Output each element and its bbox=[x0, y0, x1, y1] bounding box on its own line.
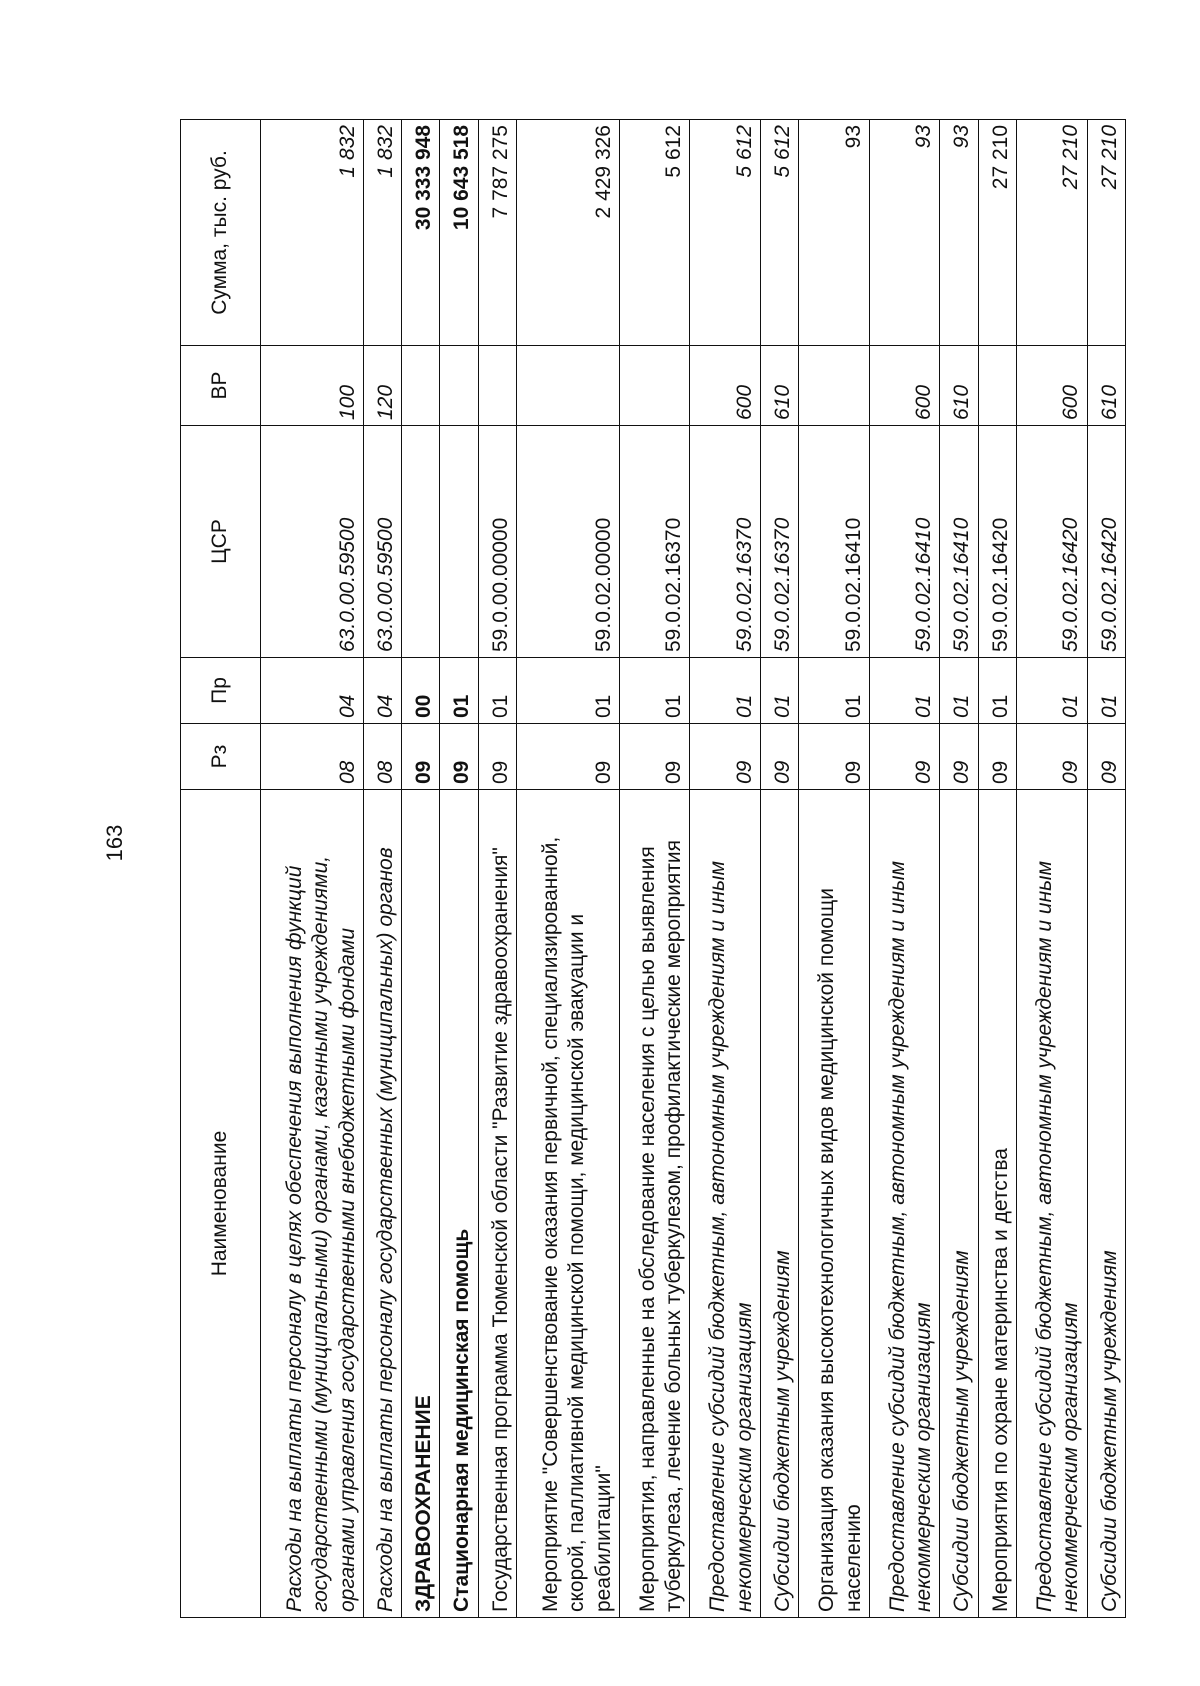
table-row bbox=[869, 120, 940, 1618]
table-row bbox=[363, 120, 401, 1618]
cell-sum: 10 643 518 bbox=[440, 120, 478, 346]
cell-name: Мероприятия по охране материнства и детства bbox=[978, 790, 1016, 1618]
cell-vr bbox=[517, 346, 620, 426]
cell-csr bbox=[402, 426, 440, 658]
cell-csr: 59.0.02.16420 bbox=[1016, 426, 1087, 658]
cell-name: Государственная программа Тюменской области "Развитие здравоохранения" bbox=[478, 790, 516, 1618]
cell-name: Предоставление субсидий бюджетным, автономным учреждениям и иным некоммерческим организациям bbox=[1016, 790, 1087, 1618]
page-number: 163 bbox=[102, 824, 127, 862]
header-name: Наименование bbox=[181, 790, 261, 1618]
cell-pr: 01 bbox=[940, 658, 978, 724]
cell-sum: 27 210 bbox=[1087, 120, 1125, 346]
cell-rz: 09 bbox=[799, 724, 870, 790]
cell-pr: 01 bbox=[619, 658, 690, 724]
table-row bbox=[517, 120, 620, 1618]
cell-sum: 2 429 326 bbox=[517, 120, 620, 346]
header-csr: ЦСР bbox=[181, 426, 261, 658]
cell-pr: 04 bbox=[363, 658, 401, 724]
cell-sum: 93 bbox=[869, 120, 940, 346]
table-row bbox=[619, 120, 690, 1618]
table-row bbox=[261, 120, 364, 1618]
cell-pr: 01 bbox=[869, 658, 940, 724]
cell-vr: 100 bbox=[261, 346, 364, 426]
cell-csr: 59.0.02.16370 bbox=[690, 426, 761, 658]
cell-rz: 09 bbox=[619, 724, 690, 790]
cell-csr bbox=[440, 426, 478, 658]
cell-pr: 00 bbox=[402, 658, 440, 724]
cell-vr: 610 bbox=[940, 346, 978, 426]
cell-csr: 59.0.02.16410 bbox=[940, 426, 978, 658]
budget-table bbox=[180, 119, 1126, 1618]
cell-pr: 01 bbox=[978, 658, 1016, 724]
cell-pr: 01 bbox=[690, 658, 761, 724]
cell-csr: 59.0.02.16370 bbox=[619, 426, 690, 658]
cell-vr: 610 bbox=[1087, 346, 1125, 426]
cell-name: Организация оказания высокотехнологичных видов медицинской помощи населению bbox=[799, 790, 870, 1618]
cell-name: Предоставление субсидий бюджетным, автономным учреждениям и иным некоммерческим организациям bbox=[690, 790, 761, 1618]
cell-rz: 09 bbox=[760, 724, 798, 790]
cell-vr: 120 bbox=[363, 346, 401, 426]
cell-sum: 27 210 bbox=[978, 120, 1016, 346]
header-vr: ВР bbox=[181, 346, 261, 426]
cell-name: Мероприятие "Совершенствование оказания первичной, специализированной, скорой, паллиативной медицинской помощи, медицинской эвакуации и реабилитации" bbox=[517, 790, 620, 1618]
table-row bbox=[799, 120, 870, 1618]
cell-csr: 59.0.02.00000 bbox=[517, 426, 620, 658]
header-rz: Рз bbox=[181, 724, 261, 790]
cell-csr: 59.0.00.00000 bbox=[478, 426, 516, 658]
cell-rz: 09 bbox=[869, 724, 940, 790]
cell-csr: 59.0.02.16420 bbox=[978, 426, 1016, 658]
cell-name: Субсидии бюджетным учреждениям bbox=[760, 790, 798, 1618]
cell-sum: 5 612 bbox=[760, 120, 798, 346]
cell-name: Мероприятия, направленные на обследование населения с целью выявления туберкулеза, лечение больных туберкулезом, профилактические мероприятия bbox=[619, 790, 690, 1618]
cell-rz: 09 bbox=[940, 724, 978, 790]
table-row bbox=[690, 120, 761, 1618]
cell-sum: 7 787 275 bbox=[478, 120, 516, 346]
cell-sum: 1 832 bbox=[261, 120, 364, 346]
table-row bbox=[940, 120, 978, 1618]
cell-rz: 09 bbox=[690, 724, 761, 790]
cell-rz: 09 bbox=[1016, 724, 1087, 790]
header-pr: Пр bbox=[181, 658, 261, 724]
cell-name: Субсидии бюджетным учреждениям bbox=[1087, 790, 1125, 1618]
cell-rz: 09 bbox=[978, 724, 1016, 790]
table-row bbox=[978, 120, 1016, 1618]
cell-vr bbox=[478, 346, 516, 426]
table-row bbox=[402, 120, 440, 1618]
cell-vr: 610 bbox=[760, 346, 798, 426]
cell-rz: 09 bbox=[402, 724, 440, 790]
cell-vr bbox=[402, 346, 440, 426]
cell-sum: 5 612 bbox=[619, 120, 690, 346]
cell-csr: 59.0.02.16420 bbox=[1087, 426, 1125, 658]
cell-sum: 93 bbox=[940, 120, 978, 346]
cell-pr: 01 bbox=[517, 658, 620, 724]
cell-pr: 01 bbox=[440, 658, 478, 724]
cell-csr: 59.0.02.16370 bbox=[760, 426, 798, 658]
table-row bbox=[478, 120, 516, 1618]
cell-name: Расходы на выплаты персоналу в целях обеспечения выполнения функций государственными (муниципальными) органами, казенными учреждениями, органами управления государственными внебюджетными фондами bbox=[261, 790, 364, 1618]
cell-pr: 01 bbox=[478, 658, 516, 724]
table-row bbox=[760, 120, 798, 1618]
cell-rz: 08 bbox=[261, 724, 364, 790]
cell-name: Субсидии бюджетным учреждениям bbox=[940, 790, 978, 1618]
cell-sum: 5 612 bbox=[690, 120, 761, 346]
budget-table-rotated bbox=[180, 120, 1126, 1618]
cell-vr bbox=[619, 346, 690, 426]
cell-name: Предоставление субсидий бюджетным, автономным учреждениям и иным некоммерческим организациям bbox=[869, 790, 940, 1618]
cell-name: Расходы на выплаты персоналу государственных (муниципальных) органов bbox=[363, 790, 401, 1618]
cell-rz: 09 bbox=[478, 724, 516, 790]
cell-pr: 01 bbox=[799, 658, 870, 724]
table-body bbox=[261, 120, 1126, 1618]
cell-csr: 63.0.00.59500 bbox=[363, 426, 401, 658]
cell-sum: 27 210 bbox=[1016, 120, 1087, 346]
cell-vr bbox=[978, 346, 1016, 426]
table-row bbox=[1016, 120, 1087, 1618]
cell-vr: 600 bbox=[1016, 346, 1087, 426]
cell-sum: 93 bbox=[799, 120, 870, 346]
cell-rz: 09 bbox=[440, 724, 478, 790]
cell-csr: 63.0.00.59500 bbox=[261, 426, 364, 658]
header-sum: Сумма, тыс. руб. bbox=[181, 120, 261, 346]
cell-vr bbox=[799, 346, 870, 426]
table-row bbox=[440, 120, 478, 1618]
cell-name: ЗДРАВООХРАНЕНИЕ bbox=[402, 790, 440, 1618]
cell-pr: 01 bbox=[1087, 658, 1125, 724]
cell-rz: 08 bbox=[363, 724, 401, 790]
cell-csr: 59.0.02.16410 bbox=[869, 426, 940, 658]
cell-sum: 1 832 bbox=[363, 120, 401, 346]
cell-rz: 09 bbox=[517, 724, 620, 790]
cell-pr: 04 bbox=[261, 658, 364, 724]
cell-sum: 30 333 948 bbox=[402, 120, 440, 346]
cell-rz: 09 bbox=[1087, 724, 1125, 790]
cell-pr: 01 bbox=[1016, 658, 1087, 724]
cell-vr: 600 bbox=[869, 346, 940, 426]
cell-pr: 01 bbox=[760, 658, 798, 724]
cell-vr: 600 bbox=[690, 346, 761, 426]
table-header-row bbox=[181, 120, 261, 1618]
cell-name: Стационарная медицинская помощь bbox=[440, 790, 478, 1618]
cell-vr bbox=[440, 346, 478, 426]
cell-csr: 59.0.02.16410 bbox=[799, 426, 870, 658]
table-row bbox=[1087, 120, 1125, 1618]
